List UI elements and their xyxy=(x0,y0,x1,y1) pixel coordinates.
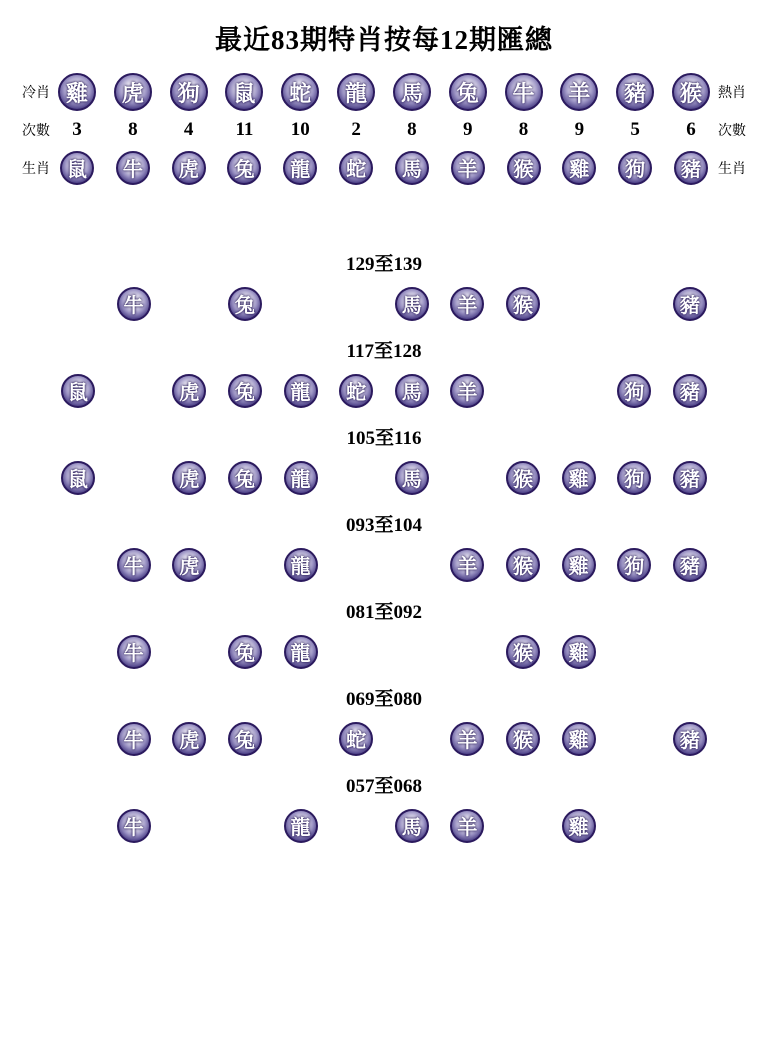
period-slot xyxy=(444,806,490,846)
zodiac-token: 蛇 xyxy=(339,722,373,756)
zodiac-token: 豬 xyxy=(673,548,707,582)
period-slot xyxy=(611,371,657,411)
zodiac-token: 狗 xyxy=(617,461,651,495)
period-slot xyxy=(333,458,379,498)
summary-cell xyxy=(333,119,379,141)
period-slot xyxy=(55,371,101,411)
zodiac-token: 馬 xyxy=(395,151,429,185)
summary-cell xyxy=(445,119,491,141)
period-slot xyxy=(111,632,157,672)
period-slot xyxy=(55,806,101,846)
period-slot xyxy=(111,458,157,498)
period-slot xyxy=(166,806,212,846)
period-slot xyxy=(500,806,546,846)
zodiac-token: 龍 xyxy=(284,809,318,843)
period-slot xyxy=(444,632,490,672)
period-slot xyxy=(500,719,546,759)
zodiac-token: 鼠 xyxy=(60,151,94,185)
period-row xyxy=(0,717,768,761)
zodiac-token: 羊 xyxy=(450,809,484,843)
zodiac-token: 羊 xyxy=(451,151,485,185)
period-slot xyxy=(556,371,602,411)
zodiac-token: 牛 xyxy=(117,722,151,756)
count-value: 3 xyxy=(72,119,82,140)
count-value: 8 xyxy=(518,119,529,140)
zodiac-label-left: 生肖 xyxy=(22,162,50,177)
period-slot xyxy=(611,284,657,324)
summary-cell xyxy=(668,119,714,141)
count-value: 8 xyxy=(128,119,138,140)
summary-cell xyxy=(668,73,714,111)
period-groups xyxy=(0,249,768,848)
period-slot xyxy=(278,806,324,846)
zodiac-token: 狗 xyxy=(170,73,208,111)
period-slot xyxy=(500,545,546,585)
zodiac-token: 羊 xyxy=(450,548,484,582)
period-slot xyxy=(500,632,546,672)
zodiac-token: 雞 xyxy=(562,461,596,495)
count-value: 6 xyxy=(686,119,696,140)
zodiac-token: 狗 xyxy=(617,374,651,408)
zodiac-token: 兔 xyxy=(228,722,262,756)
zodiac-token: 豬 xyxy=(674,151,708,185)
period-slot xyxy=(333,545,379,585)
zodiac-token: 雞 xyxy=(562,151,596,185)
period-slot xyxy=(389,458,435,498)
zodiac-token: 猴 xyxy=(506,287,540,321)
period-slot xyxy=(55,632,101,672)
period-slot xyxy=(611,545,657,585)
zodiac-token: 豬 xyxy=(673,287,707,321)
summary-cell xyxy=(277,73,323,111)
summary-cell xyxy=(556,73,602,111)
zodiac-token: 豬 xyxy=(616,73,654,111)
summary-cell xyxy=(501,151,547,185)
period-row xyxy=(0,282,768,326)
zodiac-token: 牛 xyxy=(117,635,151,669)
zodiac-token: 馬 xyxy=(395,809,429,843)
period-slot xyxy=(55,284,101,324)
zodiac-token: 雞 xyxy=(562,548,596,582)
summary-cell xyxy=(501,119,547,141)
period-slot xyxy=(278,632,324,672)
period-slot xyxy=(556,806,602,846)
period-slot xyxy=(556,632,602,672)
zodiac-token: 龍 xyxy=(284,635,318,669)
period-slot xyxy=(556,719,602,759)
zodiac-token: 馬 xyxy=(393,73,431,111)
period-slot xyxy=(222,545,268,585)
period-range-label: 117至128 xyxy=(346,341,422,362)
period-slot xyxy=(166,371,212,411)
period-slot xyxy=(333,632,379,672)
summary-cell xyxy=(612,73,658,111)
period-slot xyxy=(667,806,713,846)
period-slot xyxy=(111,719,157,759)
count-value: 9 xyxy=(574,119,585,140)
summary-cell xyxy=(221,119,267,141)
period-range-label: 057至068 xyxy=(345,776,422,797)
summary-cell xyxy=(277,119,323,141)
summary-cell xyxy=(166,151,212,185)
zodiac-token: 雞 xyxy=(562,635,596,669)
zodiac-token: 蛇 xyxy=(339,374,373,408)
period-slot xyxy=(556,458,602,498)
summary-cell xyxy=(556,151,602,185)
period-slot xyxy=(111,545,157,585)
period-slot xyxy=(166,632,212,672)
count-value: 10 xyxy=(290,119,310,140)
zodiac-token: 龍 xyxy=(283,151,317,185)
zodiac-token: 兔 xyxy=(449,73,487,111)
summary-cell xyxy=(389,151,435,185)
period-slot xyxy=(389,806,435,846)
period-range-label: 129至139 xyxy=(345,254,422,275)
zodiac-token: 虎 xyxy=(172,374,206,408)
period-slot xyxy=(389,632,435,672)
zodiac-token: 猴 xyxy=(672,73,710,111)
period-slot xyxy=(222,806,268,846)
summary-cell xyxy=(221,151,267,185)
summary-cell xyxy=(445,73,491,111)
zodiac-token: 龍 xyxy=(284,461,318,495)
period-slot xyxy=(166,719,212,759)
period-slot xyxy=(444,719,490,759)
summary-cell xyxy=(166,119,212,141)
zodiac-token: 蛇 xyxy=(281,73,319,111)
period-slot xyxy=(444,371,490,411)
zodiac-token: 牛 xyxy=(117,287,151,321)
period-group xyxy=(0,684,768,761)
count-value: 8 xyxy=(407,119,417,140)
summary-cell xyxy=(54,151,100,185)
summary-row-zodiac-top xyxy=(18,73,750,111)
zodiac-token: 猴 xyxy=(506,548,540,582)
period-slot xyxy=(389,545,435,585)
zodiac-token: 牛 xyxy=(117,548,151,582)
summary-cell xyxy=(54,119,100,141)
page-title: 最近83期特肖按每12期匯總 xyxy=(215,25,553,55)
count-value: 4 xyxy=(183,119,194,140)
count-value: 5 xyxy=(630,119,640,140)
zodiac-token: 豬 xyxy=(673,722,707,756)
zodiac-token: 牛 xyxy=(505,73,543,111)
zodiac-token: 羊 xyxy=(560,73,598,111)
summary-cell xyxy=(333,151,379,185)
period-row xyxy=(0,456,768,500)
period-slot xyxy=(55,545,101,585)
summary-cell xyxy=(668,151,714,185)
period-slot xyxy=(611,806,657,846)
period-slot xyxy=(500,284,546,324)
period-slot xyxy=(500,371,546,411)
period-slot xyxy=(278,284,324,324)
period-group xyxy=(0,510,768,587)
summary-cell xyxy=(333,73,379,111)
period-range-label: 069至080 xyxy=(345,689,422,710)
period-slot xyxy=(667,545,713,585)
period-slot xyxy=(222,371,268,411)
zodiac-token: 鼠 xyxy=(225,73,263,111)
period-slot xyxy=(667,371,713,411)
count-value: 2 xyxy=(351,119,361,140)
zodiac-token: 虎 xyxy=(114,73,152,111)
summary-row-zodiac-bottom xyxy=(18,149,750,187)
period-slot xyxy=(222,458,268,498)
zodiac-token: 雞 xyxy=(58,73,96,111)
period-slot xyxy=(333,806,379,846)
summary-cell xyxy=(166,73,212,111)
period-slot xyxy=(389,284,435,324)
summary-cell xyxy=(501,73,547,111)
period-row xyxy=(0,369,768,413)
summary-cell xyxy=(110,73,156,111)
zodiac-token: 猴 xyxy=(507,151,541,185)
period-slot xyxy=(278,545,324,585)
period-range-label: 105至116 xyxy=(346,428,422,449)
zodiac-token: 虎 xyxy=(172,722,206,756)
zodiac-token: 馬 xyxy=(395,287,429,321)
period-slot xyxy=(278,719,324,759)
period-slot xyxy=(444,284,490,324)
period-slot xyxy=(389,719,435,759)
summary-cell xyxy=(389,119,435,141)
period-slot xyxy=(333,719,379,759)
count-label-right: 次數 xyxy=(718,124,746,139)
zodiac-token: 鼠 xyxy=(61,374,95,408)
period-row xyxy=(0,804,768,848)
zodiac-token: 馬 xyxy=(395,374,429,408)
period-slot xyxy=(556,545,602,585)
summary-cell xyxy=(556,119,602,141)
period-slot xyxy=(278,371,324,411)
period-slot xyxy=(333,284,379,324)
period-slot xyxy=(278,458,324,498)
summary-cell xyxy=(445,151,491,185)
zodiac-token: 兔 xyxy=(228,374,262,408)
zodiac-token: 猴 xyxy=(506,635,540,669)
summary-bottom-cells xyxy=(54,151,714,185)
period-range-label: 081至092 xyxy=(345,602,422,623)
zodiac-token: 虎 xyxy=(172,461,206,495)
period-slot xyxy=(667,719,713,759)
period-slot xyxy=(111,806,157,846)
zodiac-token: 羊 xyxy=(450,374,484,408)
zodiac-token: 豬 xyxy=(673,461,707,495)
summary-cell xyxy=(54,73,100,111)
zodiac-token: 雞 xyxy=(562,722,596,756)
period-slot xyxy=(55,458,101,498)
zodiac-token: 牛 xyxy=(117,809,151,843)
count-value: 9 xyxy=(462,119,473,140)
period-slot xyxy=(222,719,268,759)
period-slot xyxy=(611,458,657,498)
zodiac-token: 龍 xyxy=(284,374,318,408)
period-slot xyxy=(55,719,101,759)
period-slot xyxy=(222,632,268,672)
period-group xyxy=(0,249,768,326)
zodiac-token: 蛇 xyxy=(339,151,373,185)
zodiac-label-right: 生肖 xyxy=(718,162,746,177)
cold-label: 冷肖 xyxy=(22,86,50,101)
period-group xyxy=(0,336,768,413)
summary-cell xyxy=(277,151,323,185)
zodiac-token: 龍 xyxy=(337,73,375,111)
period-slot xyxy=(111,284,157,324)
period-slot xyxy=(333,371,379,411)
period-slot xyxy=(556,284,602,324)
period-slot xyxy=(111,371,157,411)
zodiac-token: 狗 xyxy=(618,151,652,185)
summary-cell xyxy=(110,119,156,141)
zodiac-token: 豬 xyxy=(673,374,707,408)
zodiac-token: 兔 xyxy=(228,287,262,321)
period-slot xyxy=(667,284,713,324)
zodiac-token: 馬 xyxy=(395,461,429,495)
hot-label: 熱肖 xyxy=(718,86,746,101)
period-slot xyxy=(389,371,435,411)
period-slot xyxy=(667,458,713,498)
zodiac-token: 兔 xyxy=(227,151,261,185)
zodiac-token: 兔 xyxy=(228,461,262,495)
period-slot xyxy=(166,284,212,324)
period-slot xyxy=(444,545,490,585)
period-slot xyxy=(222,284,268,324)
period-row xyxy=(0,543,768,587)
period-slot xyxy=(611,632,657,672)
period-group xyxy=(0,423,768,500)
zodiac-token: 龍 xyxy=(284,548,318,582)
period-slot xyxy=(166,545,212,585)
count-value: 11 xyxy=(235,119,254,140)
summary-cell xyxy=(389,73,435,111)
zodiac-token: 狗 xyxy=(617,548,651,582)
zodiac-token: 羊 xyxy=(450,287,484,321)
summary-cell xyxy=(612,151,658,185)
period-row xyxy=(0,630,768,674)
zodiac-token: 雞 xyxy=(562,809,596,843)
zodiac-token: 猴 xyxy=(506,722,540,756)
period-group xyxy=(0,771,768,848)
period-slot xyxy=(611,719,657,759)
summary-table xyxy=(0,73,768,187)
summary-row-counts xyxy=(18,111,750,149)
summary-cell xyxy=(110,151,156,185)
count-label-left: 次數 xyxy=(22,124,50,139)
zodiac-token: 羊 xyxy=(450,722,484,756)
summary-top-cells xyxy=(54,73,714,111)
period-slot xyxy=(166,458,212,498)
period-slot xyxy=(444,458,490,498)
period-group xyxy=(0,597,768,674)
period-range-label: 093至104 xyxy=(345,515,422,536)
summary-count-cells xyxy=(54,119,714,141)
period-slot xyxy=(667,632,713,672)
zodiac-token: 猴 xyxy=(506,461,540,495)
period-slot xyxy=(500,458,546,498)
zodiac-token: 牛 xyxy=(116,151,150,185)
zodiac-token: 兔 xyxy=(228,635,262,669)
summary-cell xyxy=(612,119,658,141)
zodiac-token: 虎 xyxy=(172,548,206,582)
summary-cell xyxy=(221,73,267,111)
zodiac-token: 鼠 xyxy=(61,461,95,495)
zodiac-token: 虎 xyxy=(172,151,206,185)
